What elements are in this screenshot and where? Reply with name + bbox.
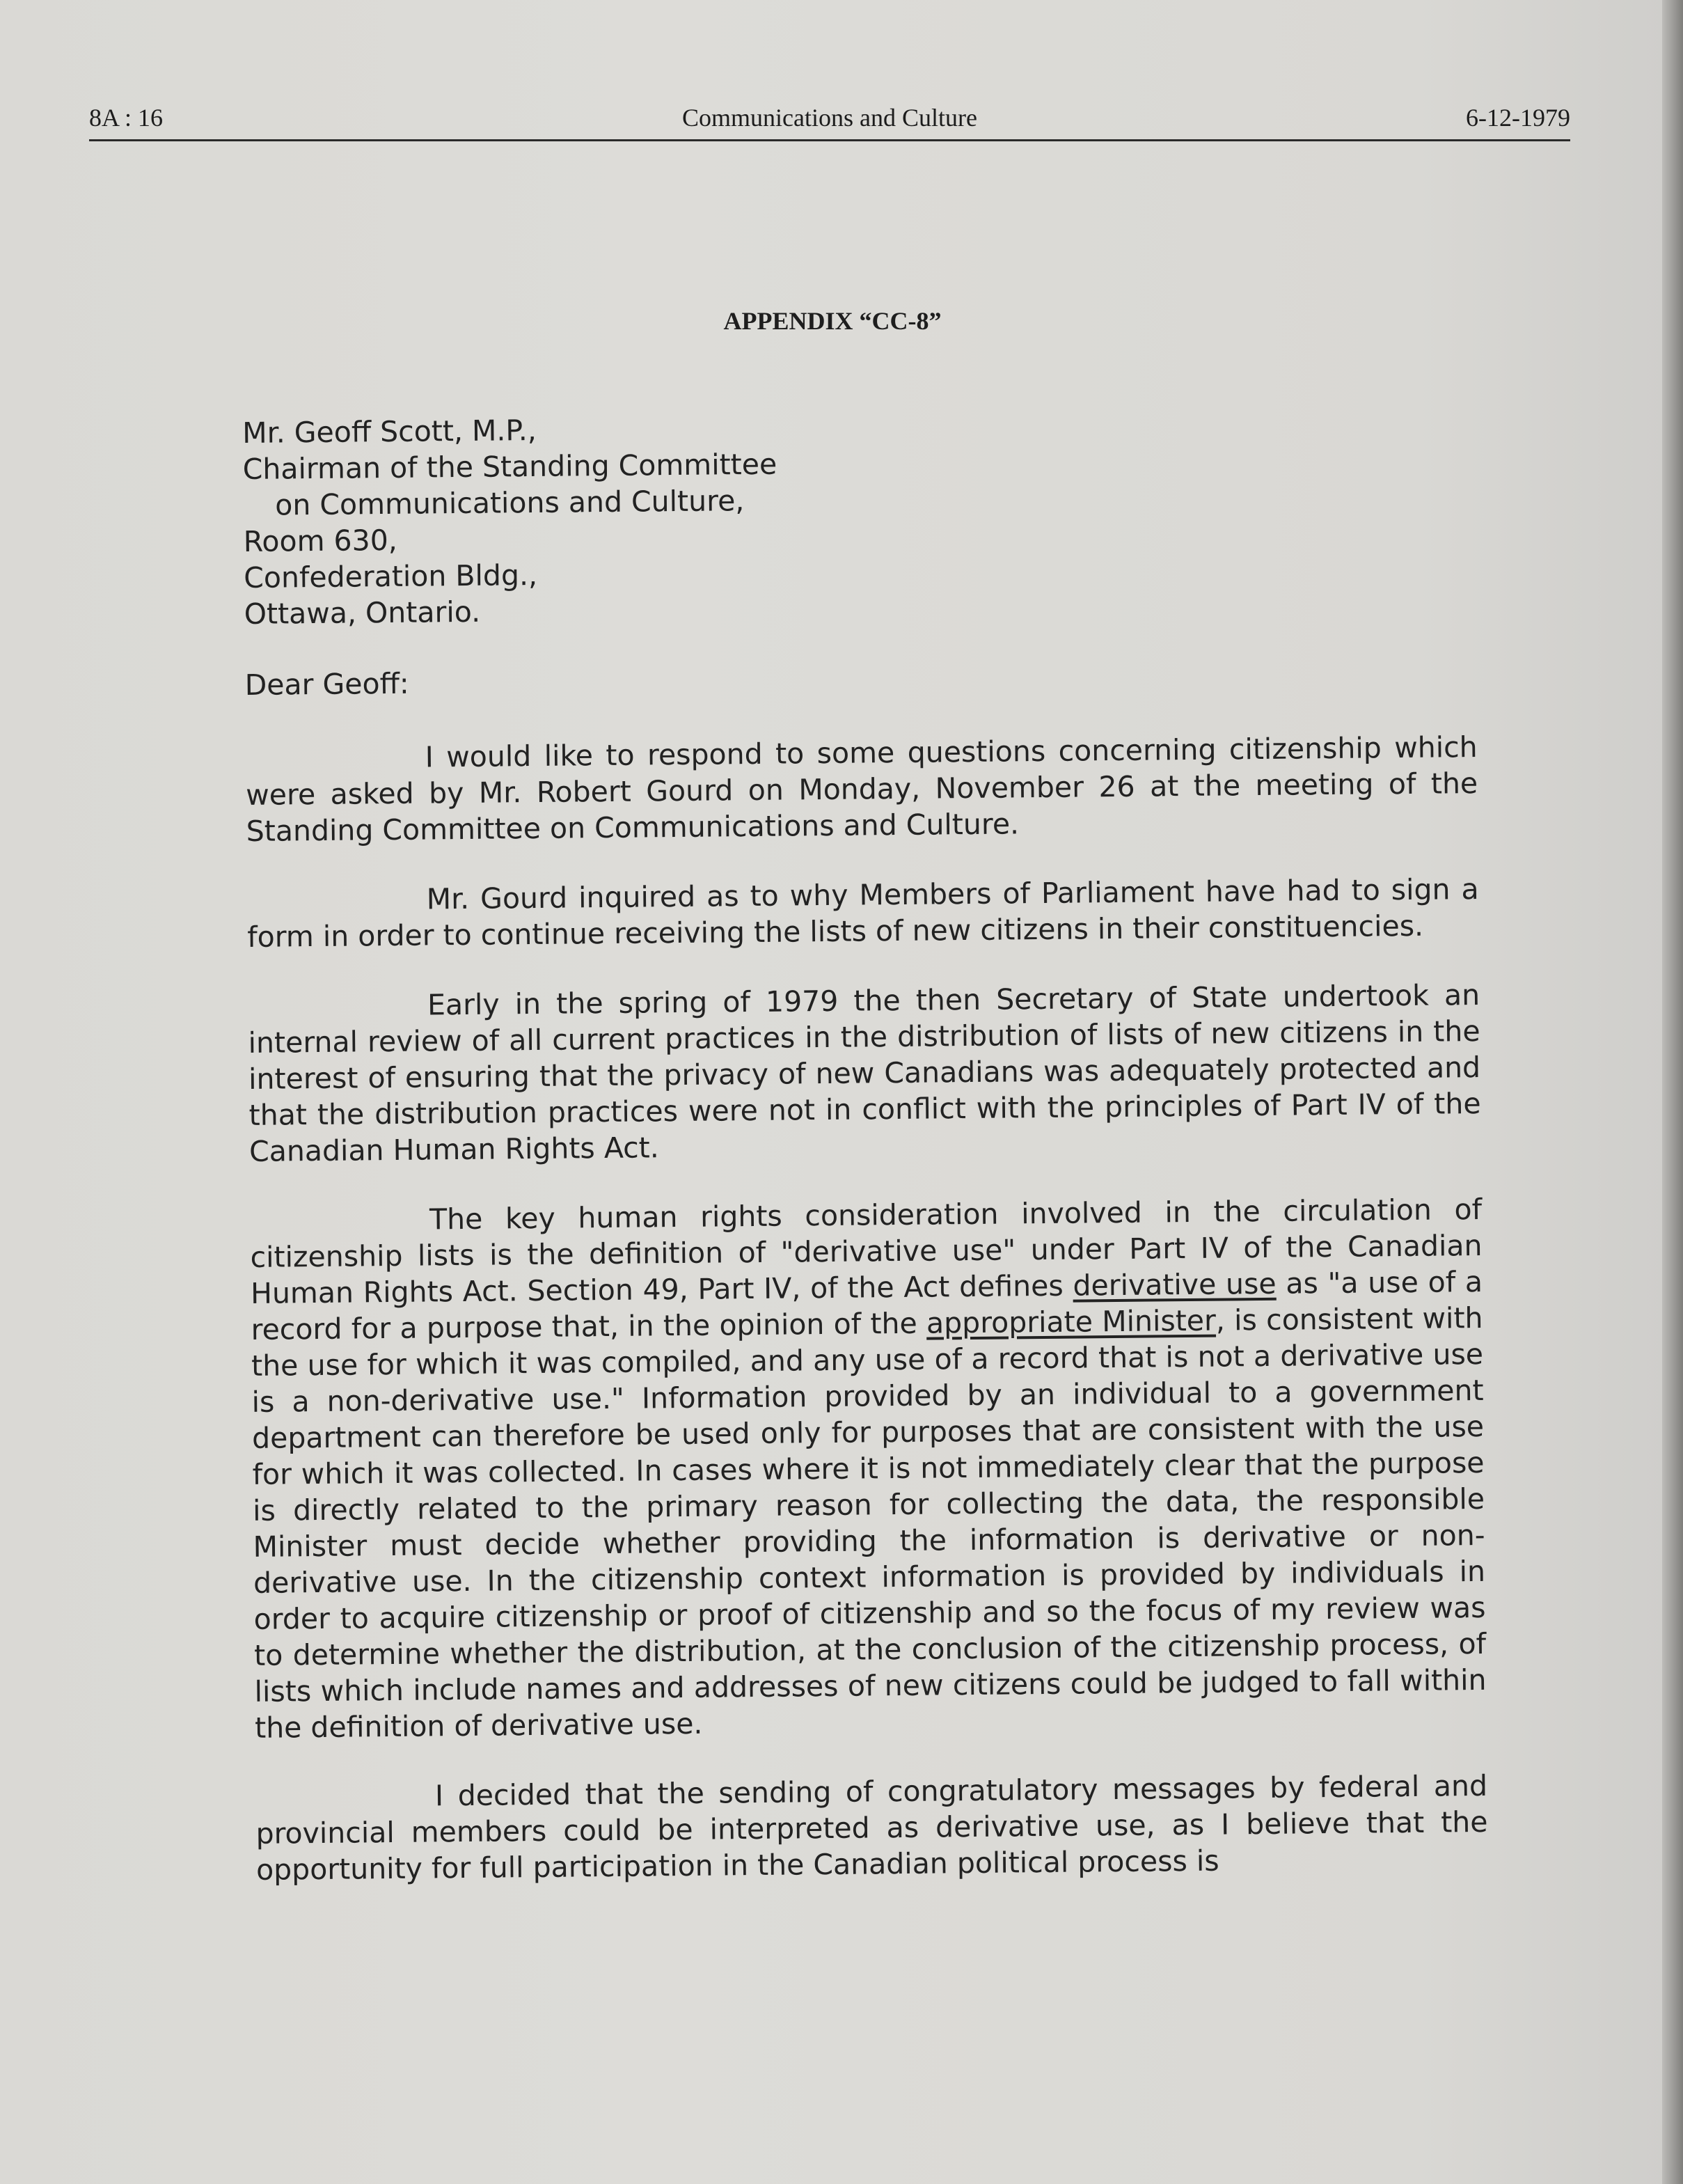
paragraph-3: Early in the spring of 1979 the then Secretary of State undertook an internal review of all current practices in the distribution of lists of new citizens in the interest of ensuring that the privacy of new Canadians was adequately protected and that the distribution practices were not in conflict with the principles of Part IV of the Canadian Human Rights Act.	[248, 977, 1481, 1168]
paragraph-1: I would like to respond to some questions concerning citizenship which were asked by Mr. Robert Gourd on Monday, November 26 at the meeting of the Standing Committee on Communications and Culture.	[246, 730, 1478, 848]
appropriate-minister-term: appropriate Minister	[926, 1303, 1217, 1340]
paragraph-4-text-b: as "a use of a record for a purpose that, in the opinion of the	[251, 1264, 1483, 1346]
header-date: 6-12-1979	[1466, 104, 1570, 132]
address-line: Mr. Geoff Scott, M.P.,	[242, 413, 537, 450]
paragraph-4-text-c: , is consistent with the use for which it was compiled, and any use of a record that is not a derivative use is a non-derivative use." Information provided by an individual to a government department can therefore be used only for purposes that are consistent with the use for which it was collected. In cases where it is not immediately clear that the purpose is directly related to the primary reason for collecting the data, the responsible Minister must decide whether providing the information is derivative or non-derivative use. In the citizenship context information is provided by individuals in order to acquire citizenship or proof of citizenship and so the focus of my review was to determine whether the distribution, at the conclusion of the citizenship process, of lists which include names and addresses of new citizens could be judged to fall within the definition of derivative use.	[251, 1301, 1487, 1745]
page-number: 8A : 16	[89, 104, 164, 132]
section-title: Communications and Culture	[682, 104, 977, 132]
address-line: Confederation Bldg.,	[244, 558, 538, 595]
paragraph-4-text-a: The key human rights consideration involved in the circulation of citizenship lists is the definition of "derivative use" under Part IV of the Canadian Human Rights Act. Section 49, Part IV, of the Act defines	[250, 1192, 1483, 1310]
address-block	[242, 403, 1476, 632]
letter-body	[242, 403, 1489, 1917]
derivative-use-term: derivative use	[1073, 1266, 1277, 1303]
paragraph-5: I decided that the sending of congratulatory messages by federal and provincial members could be interpreted as derivative use, as I believe that the opportunity for full participation in the Canadian political process is	[255, 1768, 1488, 1887]
address-line: Ottawa, Ontario.	[244, 595, 481, 631]
page-edge-shadow	[1662, 0, 1683, 2184]
paragraph-2: Mr. Gourd inquired as to why Members of Parliament have had to sign a form in order to continue receiving the lists of new citizens in their constituencies.	[246, 872, 1479, 954]
address-line: Room 630,	[243, 523, 398, 558]
running-header	[89, 103, 1570, 138]
salutation: Dear Geoff:	[244, 666, 409, 702]
address-line: on Communications and Culture,	[275, 484, 745, 522]
appendix-title: APPENDIX “CC-8”	[723, 307, 942, 335]
address-line: Chairman of the Standing Committee	[242, 447, 777, 486]
header-rule	[89, 139, 1570, 141]
paragraph-4	[250, 1191, 1487, 1746]
